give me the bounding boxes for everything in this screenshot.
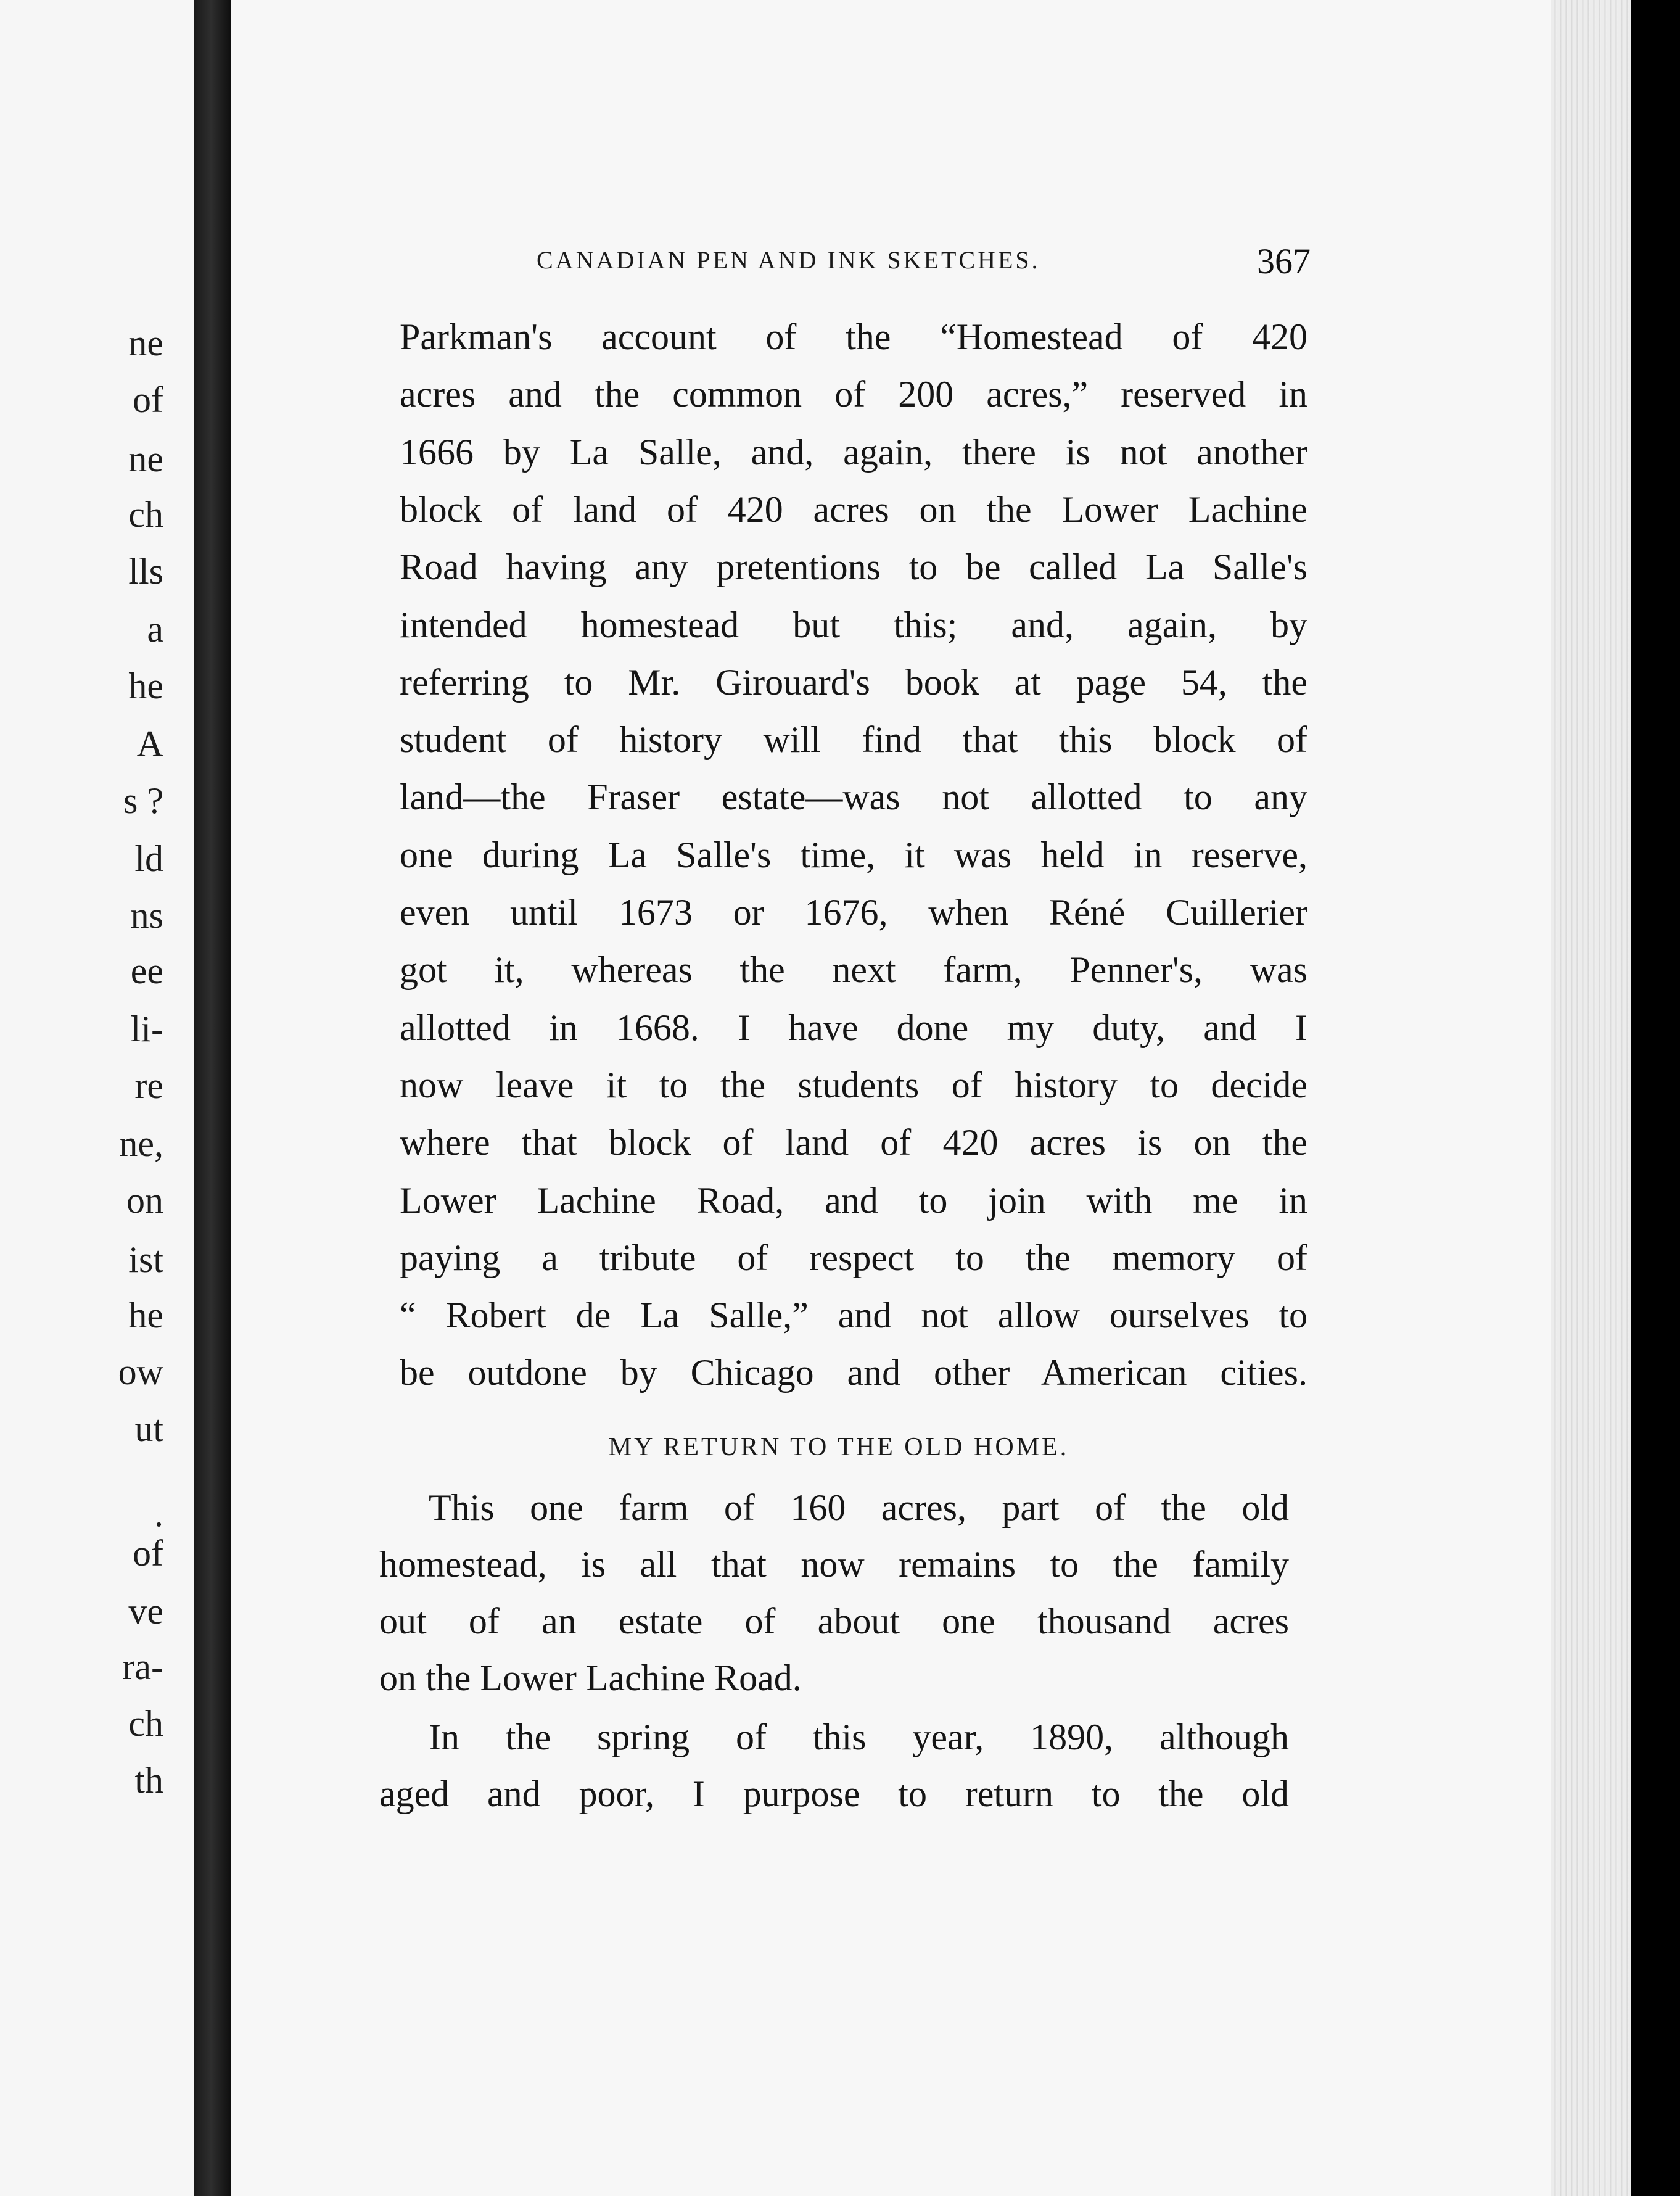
text-line: on the Lower Lachine Road.	[379, 1657, 802, 1698]
left-page-fragment: re	[134, 1065, 163, 1106]
text-line: student of history will find that this block of	[400, 719, 1307, 761]
left-page-fragment: ne,	[119, 1123, 163, 1164]
text-line: homestead, is all that now remains to the family	[379, 1544, 1289, 1585]
section-heading: MY RETURN TO THE OLD HOME.	[608, 1433, 1069, 1461]
text-line: intended homestead but this; and, again, by	[400, 604, 1307, 645]
text-line: even until 1673 or 1676, when Réné Cuillerier	[400, 892, 1307, 933]
text-line: got it, whereas the next farm, Penner's, was	[400, 949, 1307, 991]
left-page-fragment: ra-	[122, 1646, 163, 1687]
book-gutter	[194, 0, 231, 2196]
left-page-fragment: ee	[130, 951, 163, 991]
left-page-fragment: ne	[128, 323, 163, 363]
running-title: CANADIAN PEN AND INK SKETCHES.	[537, 246, 1040, 274]
left-page-fragment: ist	[128, 1239, 163, 1280]
text-line: out of an estate of about one thousand acres	[379, 1601, 1289, 1641]
left-page-fragment: of	[133, 1533, 163, 1574]
left-page-fragment: li-	[130, 1009, 163, 1049]
left-page-fragment: ne	[128, 439, 163, 479]
scan-border	[1631, 0, 1680, 2196]
left-page-fragment: ns	[130, 895, 163, 936]
text-line: Lower Lachine Road, and to join with me in	[400, 1179, 1307, 1221]
left-page-fragment: .	[154, 1493, 163, 1534]
text-line: now leave it to the students of history to decide	[400, 1064, 1307, 1105]
left-page-fragment: he	[128, 666, 163, 706]
left-page-fragment: lls	[128, 551, 163, 592]
text-line: Road having any pretentions to be called La Salle's	[400, 547, 1307, 588]
text-line: aged and poor, I purpose to return to the old	[379, 1773, 1289, 1814]
running-head	[537, 241, 1311, 289]
left-page-fragment: ut	[134, 1408, 163, 1449]
text-line: In the spring of this year, 1890, although	[429, 1717, 1289, 1757]
left-page-fragment: A	[136, 724, 163, 764]
text-line: allotted in 1668. I have done my duty, and I	[400, 1007, 1307, 1048]
left-page-fragment: ch	[128, 494, 163, 535]
left-page-fragment: on	[126, 1180, 163, 1221]
left-page-fragment: ch	[128, 1703, 163, 1744]
left-facing-page	[0, 0, 194, 2196]
text-line: land—the Fraser estate—was not allotted to any	[400, 777, 1307, 818]
text-line: 1666 by La Salle, and, again, there is not another	[400, 431, 1307, 473]
text-line: acres and the common of 200 acres,” reserved in	[400, 374, 1307, 415]
text-line: be outdone by Chicago and other American cities.	[400, 1352, 1307, 1393]
text-line: paying a tribute of respect to the memory of	[400, 1237, 1307, 1278]
text-line: referring to Mr. Girouard's book at page 54, the	[400, 661, 1307, 703]
left-page-fragment: ow	[118, 1352, 163, 1392]
left-page-fragment: s ?	[123, 780, 163, 821]
text-line: one during La Salle's time, it was held in reserve,	[400, 834, 1307, 875]
text-line: block of land of 420 acres on the Lower Lachine	[400, 489, 1307, 530]
text-line: This one farm of 160 acres, part of the old	[429, 1487, 1289, 1528]
page-edges	[1551, 0, 1631, 2196]
left-page-fragment: of	[133, 379, 163, 420]
left-page-fragment: he	[128, 1295, 163, 1335]
page-number: 367	[1257, 241, 1311, 281]
left-page-fragment: th	[134, 1760, 163, 1801]
left-page-fragment: a	[147, 609, 163, 650]
text-line: Parkman's account of the “Homestead of 420	[400, 316, 1307, 357]
text-line: “ Robert de La Salle,” and not allow ourselves to	[400, 1295, 1307, 1336]
left-page-fragment: ve	[128, 1591, 163, 1632]
left-page-fragment: ld	[134, 838, 163, 879]
text-line: where that block of land of 420 acres is on the	[400, 1122, 1307, 1163]
